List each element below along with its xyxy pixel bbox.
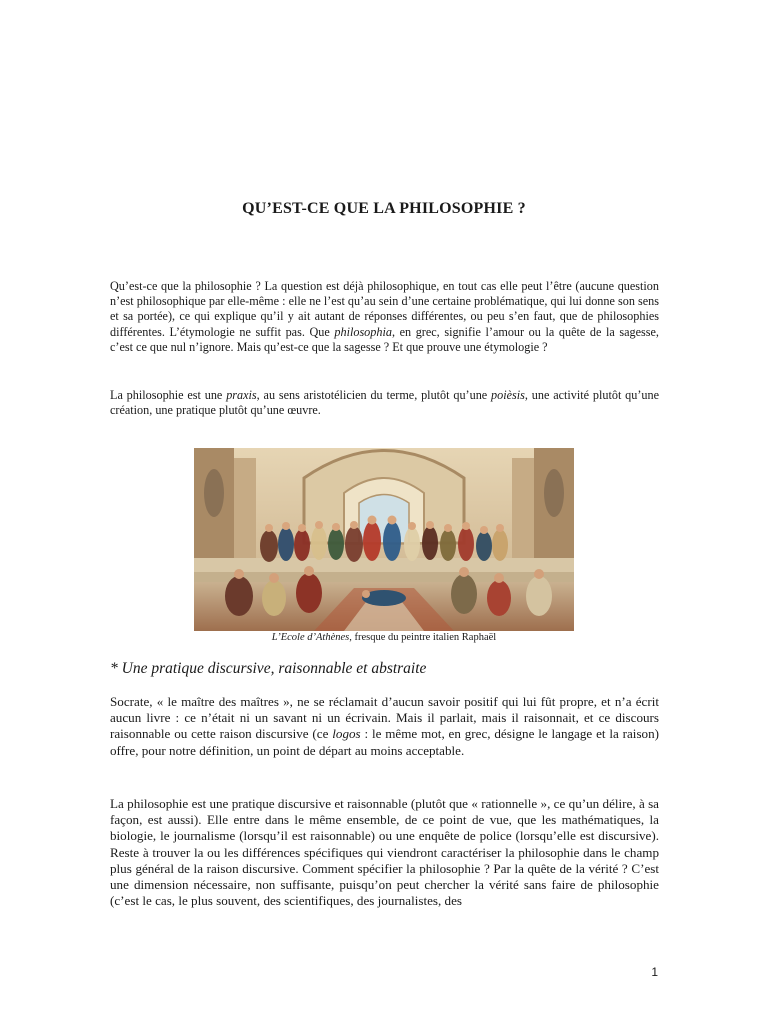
- figure-caption: [0, 632, 768, 643]
- discursive-paragraph: La philosophie est une pratique discursive et raisonnable (plutôt que « rationnelle », ce qu’un délire, à sa façon, est aussi). Elle entre dans le même ensemble, de ce point de vue, que les mathématiques, la biologie, le journalisme (lorsqu’il est raisonnable) ou une enquête de police (lorsqu’elle est discursive). Reste à trouver la ou les différences spécifiques qui viendront caractériser la philosophie dans le champ plus général de la raison discursive. Comment spécifier la philosophie ? Par la quête de la vérité ? C’est une dimension nécessaire, non suffisante, puisqu’on peut chercher la vérité sans faire de philosophie (c’est le cas, le plus souvent, des scientifiques, des journalistes, des: [110, 796, 659, 909]
- praxis-text-1: La philosophie est une: [110, 388, 227, 402]
- intro-paragraph: [110, 279, 659, 355]
- term-praxis: praxis: [226, 388, 257, 402]
- praxis-text-3: , une activité plutôt qu’une création, une pratique plutôt qu’une œuvre.: [110, 388, 659, 418]
- fresco-illustration: [194, 448, 574, 631]
- intro-text-2: , en grec, signifie l’amour ou la quête de la sagesse, c’est ce que nul n’ignore. Mais qu’est-ce que la sagesse ? Et que prouve une étymologie ?: [110, 324, 659, 354]
- term-logos: logos: [332, 726, 361, 742]
- socrate-paragraph: [110, 694, 659, 759]
- term-poiesis: poièsis: [491, 388, 525, 402]
- school-of-athens-fresco: [194, 448, 574, 631]
- caption-text: , fresque du peintre italien Raphaël: [349, 632, 497, 643]
- term-philosophia: philosophia: [334, 324, 392, 339]
- section-heading: * Une pratique discursive, raisonnable et abstraite: [110, 660, 427, 677]
- caption-artwork-title: L’Ecole d’Athènes: [271, 632, 350, 643]
- page-title: QU’EST-CE QUE LA PHILOSOPHIE ?: [242, 200, 526, 217]
- intro-text-1: Qu’est-ce que la philosophie ? La question est déjà philosophique, en tout cas elle peut l’être (aucune question n’est philosophique par elle-même : elle ne l’est qu’au sein d’une certaine problématique, qui lui donne son sens et sa portée), ce qui explique qu’il y ait autant de réponses différentes, ou peu s’en faut, que de philosophies différentes. L’étymologie ne suffit pas. Que: [110, 279, 659, 339]
- socrate-text-1: Socrate, « le maître des maîtres », ne se réclamait d’aucun savoir positif qui lui fût propre, et n’a écrit aucun livre : ce n’était ni un savant ni un écrivain. Mais il parlait, mais il raisonnait, et ce discours raisonnable ou cette raison discursive (ce: [110, 694, 659, 742]
- page-number: 1: [651, 965, 658, 979]
- praxis-text-2: , au sens aristotélicien du terme, plutôt qu’une: [256, 388, 492, 402]
- socrate-text-2: : le même mot, en grec, désigne le langage et la raison) offre, pour notre définition, un point de départ au moins acceptable.: [110, 726, 659, 758]
- praxis-paragraph: [110, 388, 659, 418]
